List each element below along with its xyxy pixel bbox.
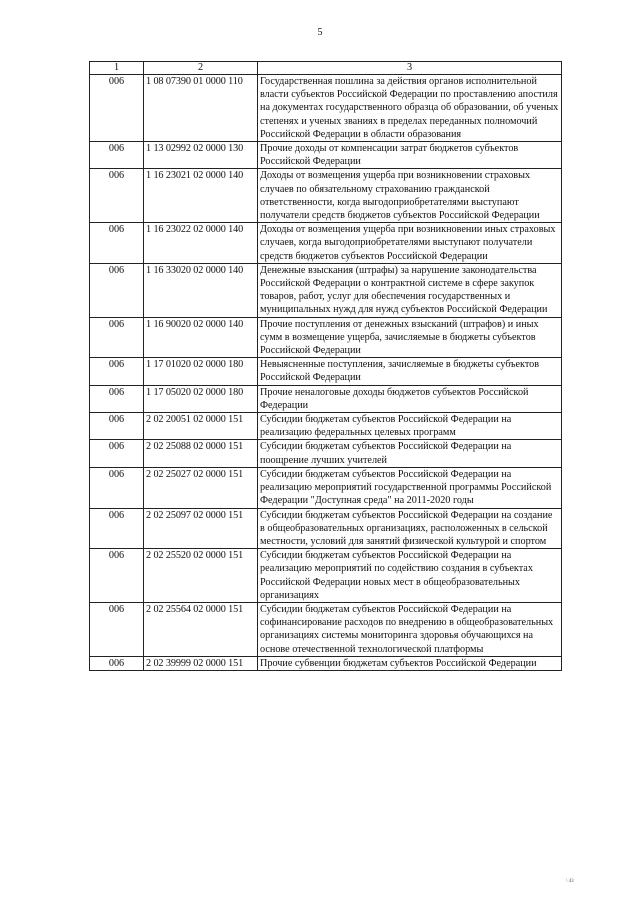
admin-code-cell: 006 bbox=[90, 223, 144, 264]
revenue-name-cell: Прочие доходы от компенсации затрат бюджетов субъектов Российской Федерации bbox=[258, 142, 562, 169]
column-header-2: 2 bbox=[144, 62, 258, 75]
revenue-name-cell: Прочие поступления от денежных взысканий (штрафов) и иных сумм в возмещение ущерба, зачисляемые в бюджеты субъектов Российской Федерации bbox=[258, 317, 562, 358]
admin-code-cell: 006 bbox=[90, 602, 144, 656]
table-row bbox=[90, 602, 562, 656]
budget-code-cell: 2 02 25520 02 0000 151 bbox=[144, 549, 258, 603]
admin-code-cell: 006 bbox=[90, 263, 144, 317]
admin-code-cell: 006 bbox=[90, 656, 144, 670]
budget-code-cell: 1 16 90020 02 0000 140 bbox=[144, 317, 258, 358]
admin-code-cell: 006 bbox=[90, 142, 144, 169]
budget-code-cell: 1 16 23022 02 0000 140 bbox=[144, 223, 258, 264]
admin-code-cell: 006 bbox=[90, 467, 144, 508]
table-row bbox=[90, 358, 562, 385]
admin-code-cell: 006 bbox=[90, 440, 144, 467]
revenue-codes-table bbox=[89, 61, 562, 671]
table-header-row bbox=[90, 62, 562, 75]
budget-code-cell: 2 02 25097 02 0000 151 bbox=[144, 508, 258, 549]
admin-code-cell: 006 bbox=[90, 508, 144, 549]
budget-code-cell: 1 16 33020 02 0000 140 bbox=[144, 263, 258, 317]
scan-corner-mark: \ 43 bbox=[566, 879, 574, 884]
budget-code-cell: 1 17 05020 02 0000 180 bbox=[144, 385, 258, 412]
table-row bbox=[90, 223, 562, 264]
table-row bbox=[90, 75, 562, 142]
budget-code-cell: 2 02 39999 02 0000 151 bbox=[144, 656, 258, 670]
table-row bbox=[90, 385, 562, 412]
admin-code-cell: 006 bbox=[90, 385, 144, 412]
table-row bbox=[90, 440, 562, 467]
table-row bbox=[90, 317, 562, 358]
revenue-name-cell: Денежные взыскания (штрафы) за нарушение законодательства Российской Федерации о контрактной системе в сфере закупок товаров, работ, услуг для обеспечения государственных и муниципальных нужд для нужд субъектов Российской Федерации bbox=[258, 263, 562, 317]
admin-code-cell: 006 bbox=[90, 75, 144, 142]
budget-code-cell: 2 02 25564 02 0000 151 bbox=[144, 602, 258, 656]
table-row bbox=[90, 549, 562, 603]
revenue-name-cell: Государственная пошлина за действия органов исполнительной власти субъектов Российской Федерации по проставлению апостиля на документах государственного образца об образовании, об ученых степенях и ученых званиях в пределах переданных полномочий Российской Федерации в области образования bbox=[258, 75, 562, 142]
budget-code-cell: 2 02 25088 02 0000 151 bbox=[144, 440, 258, 467]
table-row bbox=[90, 656, 562, 670]
admin-code-cell: 006 bbox=[90, 358, 144, 385]
revenue-name-cell: Доходы от возмещения ущерба при возникновении иных страховых случаев, когда выгодоприобретателями выступают получатели средств бюджетов субъектов Российской Федерации bbox=[258, 223, 562, 264]
revenue-name-cell: Субсидии бюджетам субъектов Российской Федерации на реализацию мероприятий государственной программы Российской Федерации "Доступная среда" на 2011-2020 годы bbox=[258, 467, 562, 508]
budget-code-cell: 2 02 20051 02 0000 151 bbox=[144, 413, 258, 440]
table-row bbox=[90, 467, 562, 508]
revenue-name-cell: Прочие субвенции бюджетам субъектов Российской Федерации bbox=[258, 656, 562, 670]
budget-code-cell: 1 16 23021 02 0000 140 bbox=[144, 169, 258, 223]
revenue-name-cell: Субсидии бюджетам субъектов Российской Федерации на поощрение лучших учителей bbox=[258, 440, 562, 467]
budget-code-cell: 2 02 25027 02 0000 151 bbox=[144, 467, 258, 508]
budget-code-cell: 1 13 02992 02 0000 130 bbox=[144, 142, 258, 169]
budget-code-cell: 1 08 07390 01 0000 110 bbox=[144, 75, 258, 142]
revenue-name-cell: Субсидии бюджетам субъектов Российской Федерации на реализацию мероприятий по содействию создания в субъектах Российской Федерации новых мест в общеобразовательных организациях bbox=[258, 549, 562, 603]
revenue-name-cell: Субсидии бюджетам субъектов Российской Федерации на создание в общеобразовательных организациях, расположенных в сельской местности, условий для занятий физической культурой и спортом bbox=[258, 508, 562, 549]
table-row bbox=[90, 413, 562, 440]
page-number: 5 bbox=[317, 27, 323, 38]
revenue-name-cell: Невыясненные поступления, зачисляемые в бюджеты субъектов Российской Федерации bbox=[258, 358, 562, 385]
table-row bbox=[90, 169, 562, 223]
admin-code-cell: 006 bbox=[90, 317, 144, 358]
revenue-name-cell: Субсидии бюджетам субъектов Российской Федерации на реализацию федеральных целевых программ bbox=[258, 413, 562, 440]
admin-code-cell: 006 bbox=[90, 549, 144, 603]
revenue-name-cell: Прочие неналоговые доходы бюджетов субъектов Российской Федерации bbox=[258, 385, 562, 412]
revenue-name-cell: Доходы от возмещения ущерба при возникновении страховых случаев по обязательному страхованию гражданской ответственности, когда выгодоприобретателями выступают получатели средств бюджетов субъектов Российской Федерации bbox=[258, 169, 562, 223]
table-row bbox=[90, 263, 562, 317]
table-row bbox=[90, 508, 562, 549]
table-row bbox=[90, 142, 562, 169]
budget-code-cell: 1 17 01020 02 0000 180 bbox=[144, 358, 258, 385]
column-header-3: 3 bbox=[258, 62, 562, 75]
admin-code-cell: 006 bbox=[90, 413, 144, 440]
revenue-name-cell: Субсидии бюджетам субъектов Российской Федерации на софинансирование расходов по внедрению в общеобразовательных организациях системы мониторинга здоровья обучающихся на основе отечественной технологической платформы bbox=[258, 602, 562, 656]
column-header-1: 1 bbox=[90, 62, 144, 75]
admin-code-cell: 006 bbox=[90, 169, 144, 223]
